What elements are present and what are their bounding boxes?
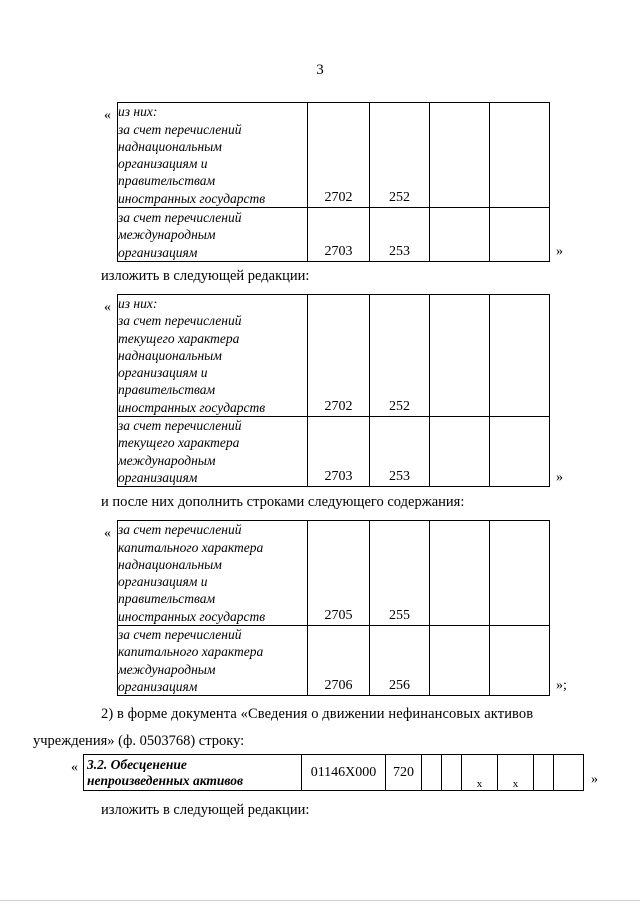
row-label: за счет перечислений текущего характера международным организациям (118, 417, 308, 487)
paragraph-item-2-line-1: 2) в форме документа «Сведения о движении нефинансовых активов (101, 706, 534, 722)
empty-cell (490, 521, 550, 626)
row-label: за счет перечислений капитального характера наднациональным организациям и правительствам иностранных государств (118, 521, 308, 626)
table-1 (117, 102, 550, 262)
empty-cell (442, 755, 462, 791)
empty-cell (430, 103, 490, 208)
x-mark: х (498, 755, 534, 791)
paragraph-item-2-line-2: учреждения» (ф. 0503768) строку: (33, 733, 245, 749)
line-number: 720 (386, 755, 422, 791)
empty-cell (490, 417, 550, 487)
empty-cell (490, 208, 550, 262)
table-row (118, 103, 550, 208)
empty-cell (490, 295, 550, 417)
line-number: 2706 (308, 626, 370, 696)
row-label: за счет перечислений капитального характера международным организациям (118, 626, 308, 696)
row-code: 253 (370, 208, 430, 262)
close-quote: » (556, 470, 563, 485)
table-row (118, 626, 550, 696)
scan-edge-line (0, 900, 640, 901)
empty-cell (422, 755, 442, 791)
row-label: из них: за счет перечислений текущего характера наднациональным организациям и правительствам иностранных государств (118, 295, 308, 417)
table-row (118, 208, 550, 262)
open-quote: « (71, 760, 78, 775)
row-label: за счет перечислений международным организациям (118, 208, 308, 262)
table-row (118, 417, 550, 487)
row-code: 01146Х000 (302, 755, 386, 791)
close-quote: » (591, 772, 598, 787)
empty-cell (430, 208, 490, 262)
page-number: 3 (316, 62, 324, 78)
table-row (118, 521, 550, 626)
table-2 (117, 294, 550, 487)
empty-cell (430, 295, 490, 417)
empty-cell (534, 755, 554, 791)
line-number: 2702 (308, 103, 370, 208)
row-code: 256 (370, 626, 430, 696)
line-number: 2702 (308, 295, 370, 417)
table-3 (117, 520, 550, 696)
open-quote: « (104, 526, 111, 541)
empty-cell (490, 626, 550, 696)
table-row (118, 295, 550, 417)
open-quote: « (104, 108, 111, 123)
empty-cell (554, 755, 584, 791)
close-quote: » (556, 244, 563, 259)
open-quote: « (104, 300, 111, 315)
empty-cell (490, 103, 550, 208)
empty-cell (430, 626, 490, 696)
line-number: 2705 (308, 521, 370, 626)
empty-cell (430, 521, 490, 626)
table-4 (83, 754, 584, 791)
line-number: 2703 (308, 208, 370, 262)
x-mark: х (462, 755, 498, 791)
row-code: 252 (370, 295, 430, 417)
line-number: 2703 (308, 417, 370, 487)
row-label: 3.2. Обесценение непроизведенных активов (84, 755, 302, 791)
paragraph-supplement: и после них дополнить строками следующего содержания: (101, 494, 465, 510)
row-label: из них: за счет перечислений наднациональным организациям и правительствам иностранных государств (118, 103, 308, 208)
row-code: 252 (370, 103, 430, 208)
row-code: 253 (370, 417, 430, 487)
table-row (84, 755, 584, 791)
close-quote-semicolon: »; (556, 678, 567, 693)
paragraph-redaction-2: изложить в следующей редакции: (101, 802, 310, 818)
empty-cell (430, 417, 490, 487)
paragraph-redaction-1: изложить в следующей редакции: (101, 268, 310, 284)
row-code: 255 (370, 521, 430, 626)
